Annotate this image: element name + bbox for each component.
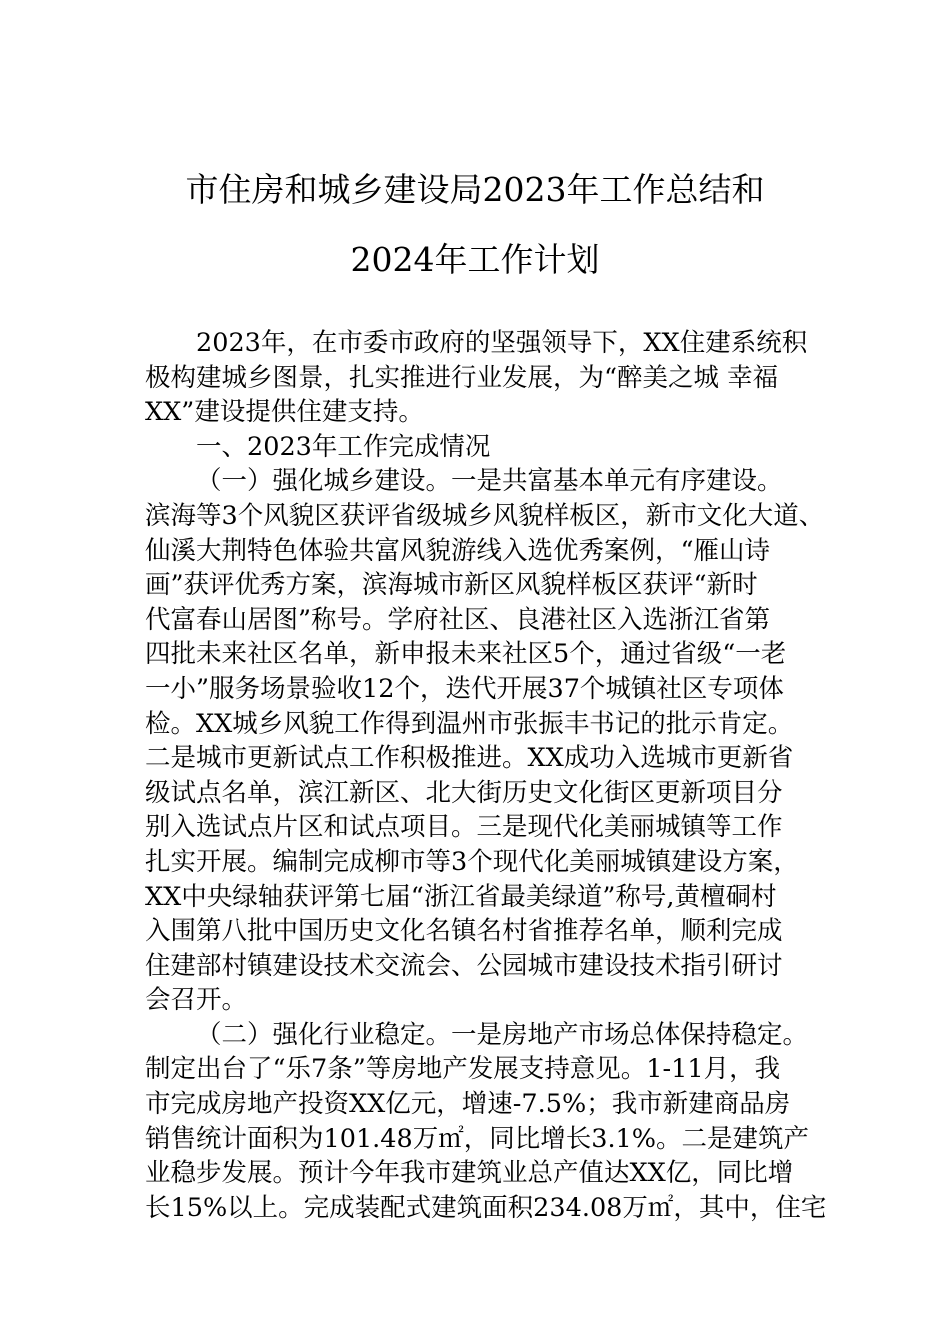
paragraph-line: 级试点名单，滨江新区、北大街历史文化街区更新项目分: [145, 777, 783, 808]
paragraph-line: 滨海等3个风貌区获评省级城乡风貌样板区，新市文化大道、: [145, 500, 825, 531]
paragraph-line: XX中央绿轴获评第七届“浙江省最美绿道”称号,黄檀硐村: [145, 881, 777, 912]
paragraph-line: 长15%以上。完成装配式建筑面积234.08万㎡，其中，住宅: [145, 1192, 827, 1223]
paragraph-line: 别入选试点片区和试点项目。三是现代化美丽城镇等工作: [145, 812, 783, 843]
paragraph-line: 住建部村镇建设技术交流会、公园城市建设技术指引研讨: [145, 950, 783, 981]
paragraph-line: 四批未来社区名单，新申报未来社区5个，通过省级“一老: [145, 639, 787, 670]
document-body: [145, 326, 827, 1225]
paragraph-line: 仙溪大荆特色体验共富风貌游线入选优秀案例，“雁山诗: [145, 535, 771, 566]
paragraph-line: （二）强化行业稳定。一是房地产市场总体保持稳定。: [196, 1019, 809, 1050]
paragraph-line: 业稳步发展。预计今年我市建筑业总产值达XX亿，同比增: [145, 1158, 794, 1189]
paragraph-line: 扎实开展。编制完成柳市等3个现代化美丽城镇建设方案，: [145, 846, 799, 877]
paragraph-line: 极构建城乡图景，扎实推进行业发展，为“醉美之城 幸福: [145, 362, 779, 393]
paragraph-line: XX”建设提供住建支持。: [145, 397, 424, 428]
paragraph-line: 市完成房地产投资XX亿元，增速-7.5%；我市新建商品房: [145, 1089, 791, 1120]
document-title-line-1: 市住房和城乡建设局2023年工作总结和: [185, 170, 765, 209]
paragraph-line: 检。XX城乡风貌工作得到温州市张振丰书记的批示肯定。: [145, 708, 794, 739]
paragraph-line: 代富春山居图”称号。学府社区、良港社区入选浙江省第: [145, 604, 771, 635]
document-title-line-2: 2024年工作计划: [350, 240, 600, 279]
paragraph-line: 画”获评优秀方案，滨海城市新区风貌样板区获评“新时: [145, 570, 758, 601]
paragraph-line: 销售统计面积为101.48万㎡，同比增长3.1%。二是建筑产: [145, 1123, 810, 1154]
section-heading: 一、2023年工作完成情况: [196, 431, 491, 462]
paragraph-line: 制定出台了“乐7条”等房地产发展支持意见。1-11月，我: [145, 1054, 781, 1085]
paragraph-line: 2023年，在市委市政府的坚强领导下，XX住建系统积: [196, 328, 808, 358]
paragraph-line: （一）强化城乡建设。一是共富基本单元有序建设。: [196, 466, 783, 497]
paragraph-line: 会召开。: [145, 985, 248, 1016]
paragraph-line: 一小”服务场景验收12个，迭代开展37个城镇社区专项体: [145, 673, 784, 704]
paragraph-line: 二是城市更新试点工作积极推进。XX成功入选城市更新省: [145, 743, 794, 774]
paragraph-line: 入围第八批中国历史文化名镇名村省推荐名单，顺利完成: [145, 916, 783, 947]
